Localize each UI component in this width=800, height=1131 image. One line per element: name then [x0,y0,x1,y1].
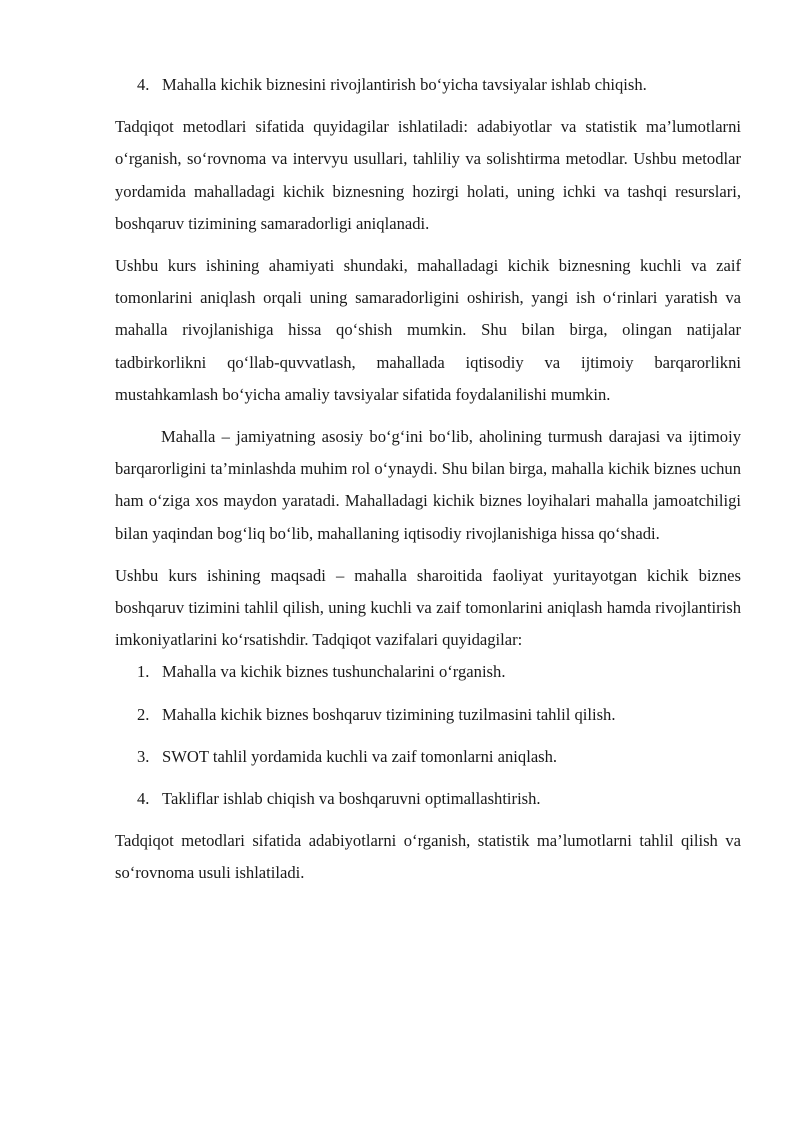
list-item-number: 2. [137,704,150,724]
list-item-number: 4. [137,75,150,94]
list-item [115,783,741,815]
paragraph-methods-summary: Tadqiqot metodlari sifatida adabiyotlarni o‘rganish, statistik ma’lumotlarni tahlil qilish va so‘rovnoma usuli ishlatiladi. [115,831,741,883]
list-item-text: Takliflar ishlab chiqish va boshqaruvni optimallashtirish. [162,789,541,809]
list-item [115,69,741,101]
tasks-list [115,656,741,815]
list-item [115,741,741,773]
paragraph-research-methods: Tadqiqot metodlari sifatida quyidagilar ishlatiladi: adabiyotlar va statistik ma’lumotlarni o‘rganish, so‘rovnoma va intervyu usullari, tahliliy va solishtirma metodlar. Ushbu metodlar yordamida mahalladagi kichik biznesning hozirgi holati, uning ichki va tashqi resurslari, boshqaruv tizimining samaradorligi aniqlanadi. [115,117,741,233]
paragraph-goal: Ushbu kurs ishining maqsadi – mahalla sharoitida faoliyat yuritayotgan kichik biznes boshqaruv tizimini tahlil qilish, uning kuchli va zaif tomonlarini aniqlash hamda rivojlantirish imkoniyatlarini ko‘rsatishdir. Tadqiqot vazifalari quyidagilar: [115,565,741,650]
document-page [115,69,741,890]
list-item [115,699,741,731]
list-item-text: Mahalla kichik biznesini rivojlantirish bo‘yicha tavsiyalar ishlab chiqish. [162,75,647,94]
list-item [115,656,741,688]
paragraph-mahalla: Mahalla – jamiyatning asosiy bo‘g‘ini bo‘lib, aholining turmush darajasi va ijtimoiy barqarorligini ta’minlashda muhim rol o‘ynaydi. Shu bilan birga, mahalla kichik biznes uchun ham o‘ziga xos maydon yaratadi. Mahalladagi kichik biznes loyihalari mahalla jamoatchiligi bilan yaqindan bog‘liq bo‘lib, mahallaning iqtisodiy rivojlanishiga hissa qo‘shadi. [115,427,741,543]
list-item-text: Mahalla va kichik biznes tushunchalarini o‘rganish. [162,662,506,682]
list-item-number: 1. [137,662,150,682]
top-list [115,69,741,101]
list-item-number: 4. [137,789,150,809]
list-item-text: SWOT tahlil yordamida kuchli va zaif tomonlarni aniqlash. [162,746,558,766]
list-item-text: Mahalla kichik biznes boshqaruv tizimining tuzilmasini tahlil qilish. [162,704,616,724]
list-item-number: 3. [137,746,150,766]
paragraph-significance: Ushbu kurs ishining ahamiyati shundaki, mahalladagi kichik biznesning kuchli va zaif tomonlarini aniqlash orqali uning samaradorligini oshirish, yangi ish o‘rinlari yaratish va mahalla rivojlanishiga hissa qo‘shish mumkin. Shu bilan birga, olingan natijalar tadbirkorlikni qo‘llab-quvvatlash, mahallada iqtisodiy va ijtimoiy barqarorlikni mustahkamlash bo‘yicha amaliy tavsiyalar sifatida foydalanilishi mumkin. [115,256,741,404]
